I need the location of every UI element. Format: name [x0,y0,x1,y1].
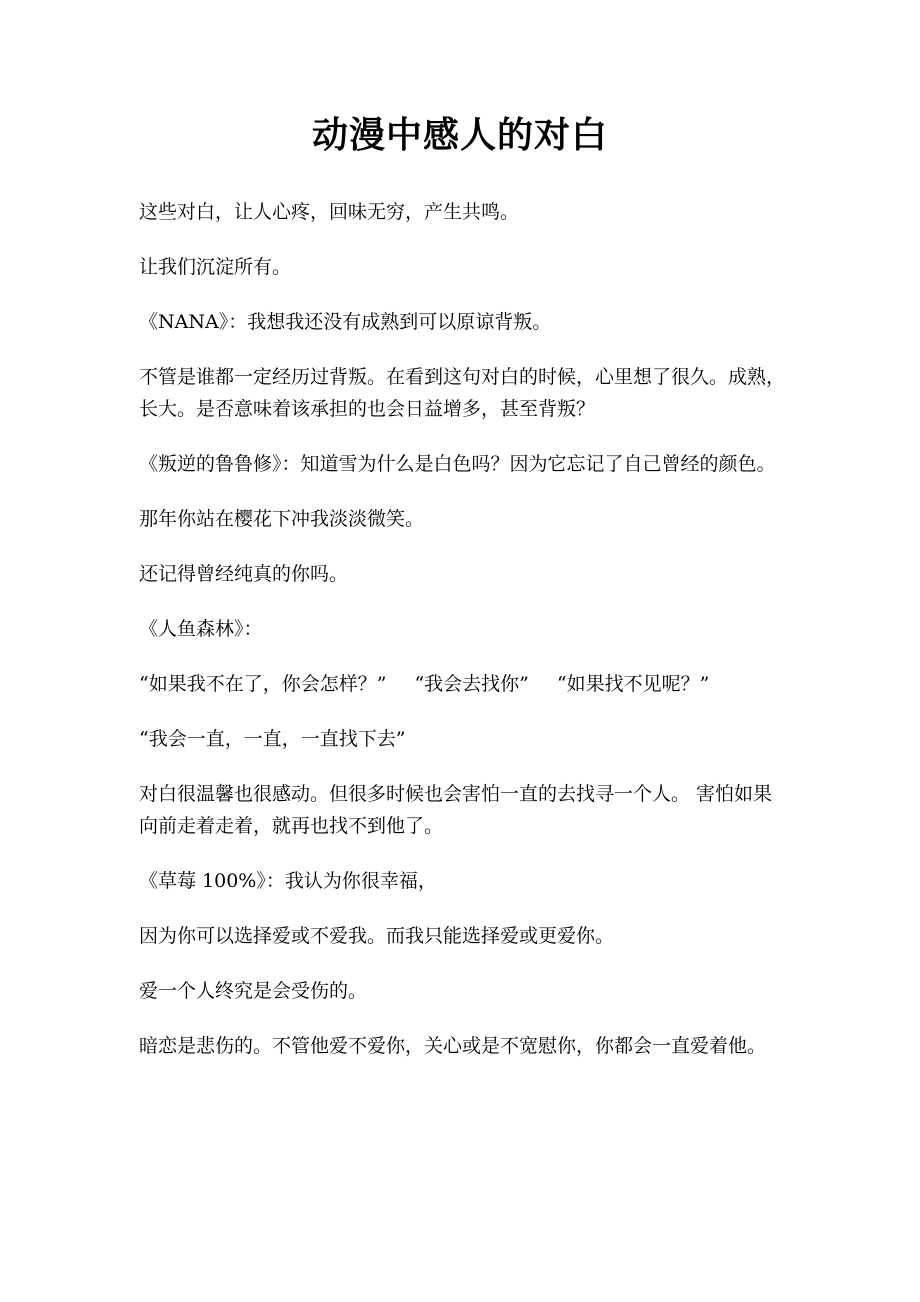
paragraph-hurt: 爱一个人终究是会受伤的。 [139,980,368,1002]
paragraph-strawberry-quote: 《草莓 100%》：我认为你很幸福， [139,870,437,892]
dialogue-line-3: “如果找不见呢？” [556,673,710,695]
paragraph-nana-quote: 《NANA》：我想我还没有成熟到可以原谅背叛。 [139,311,552,333]
dialogue-line-1: “如果我不在了，你会怎样？” [139,673,387,695]
paragraph-intro: 这些对白，让人心疼，回味无穷，产生共鸣。 [139,201,520,223]
paragraph-choose-love: 因为你可以选择爱或不爱我。而我只能选择爱或更爱你。 [139,925,615,947]
dialogue-line-2: “我会去找你” [414,673,529,695]
paragraph-sakura: 那年你站在樱花下冲我淡淡微笑。 [139,508,425,530]
paragraph-warm-touching: 对白很温馨也很感动。但很多时候也会害怕一直的去找寻一个人。 害怕如果向前走着走着，就再也找不到他了。 [139,783,773,837]
document-title: 动漫中感人的对白 [311,115,608,156]
paragraph-betrayal: 不管是谁都一定经历过背叛。在看到这句对白的时候，心里想了很久。成熟，长大。是否意味着该承担的也会日益增多，甚至背叛？ [139,366,786,420]
document-body [139,196,787,1085]
paragraph-lelouch-quote: 《叛逆的鲁鲁修》：知道雪为什么是白色吗？因为它忘记了自己曾经的颜色。 [139,453,776,475]
paragraph-mermaid-title: 《人鱼森林》： [139,618,263,640]
paragraph-keep-searching: “我会一直，一直，一直找下去” [139,728,406,750]
paragraph-settle: 让我们沉淀所有。 [139,256,292,278]
paragraph-innocent: 还记得曾经纯真的你吗。 [139,563,349,585]
paragraph-secret-love: 暗恋是悲伤的。不管他爱不爱你，关心或是不宽慰你，你都会一直爱着他。 [139,1035,767,1057]
paragraph-mermaid-dialogue [139,668,787,700]
